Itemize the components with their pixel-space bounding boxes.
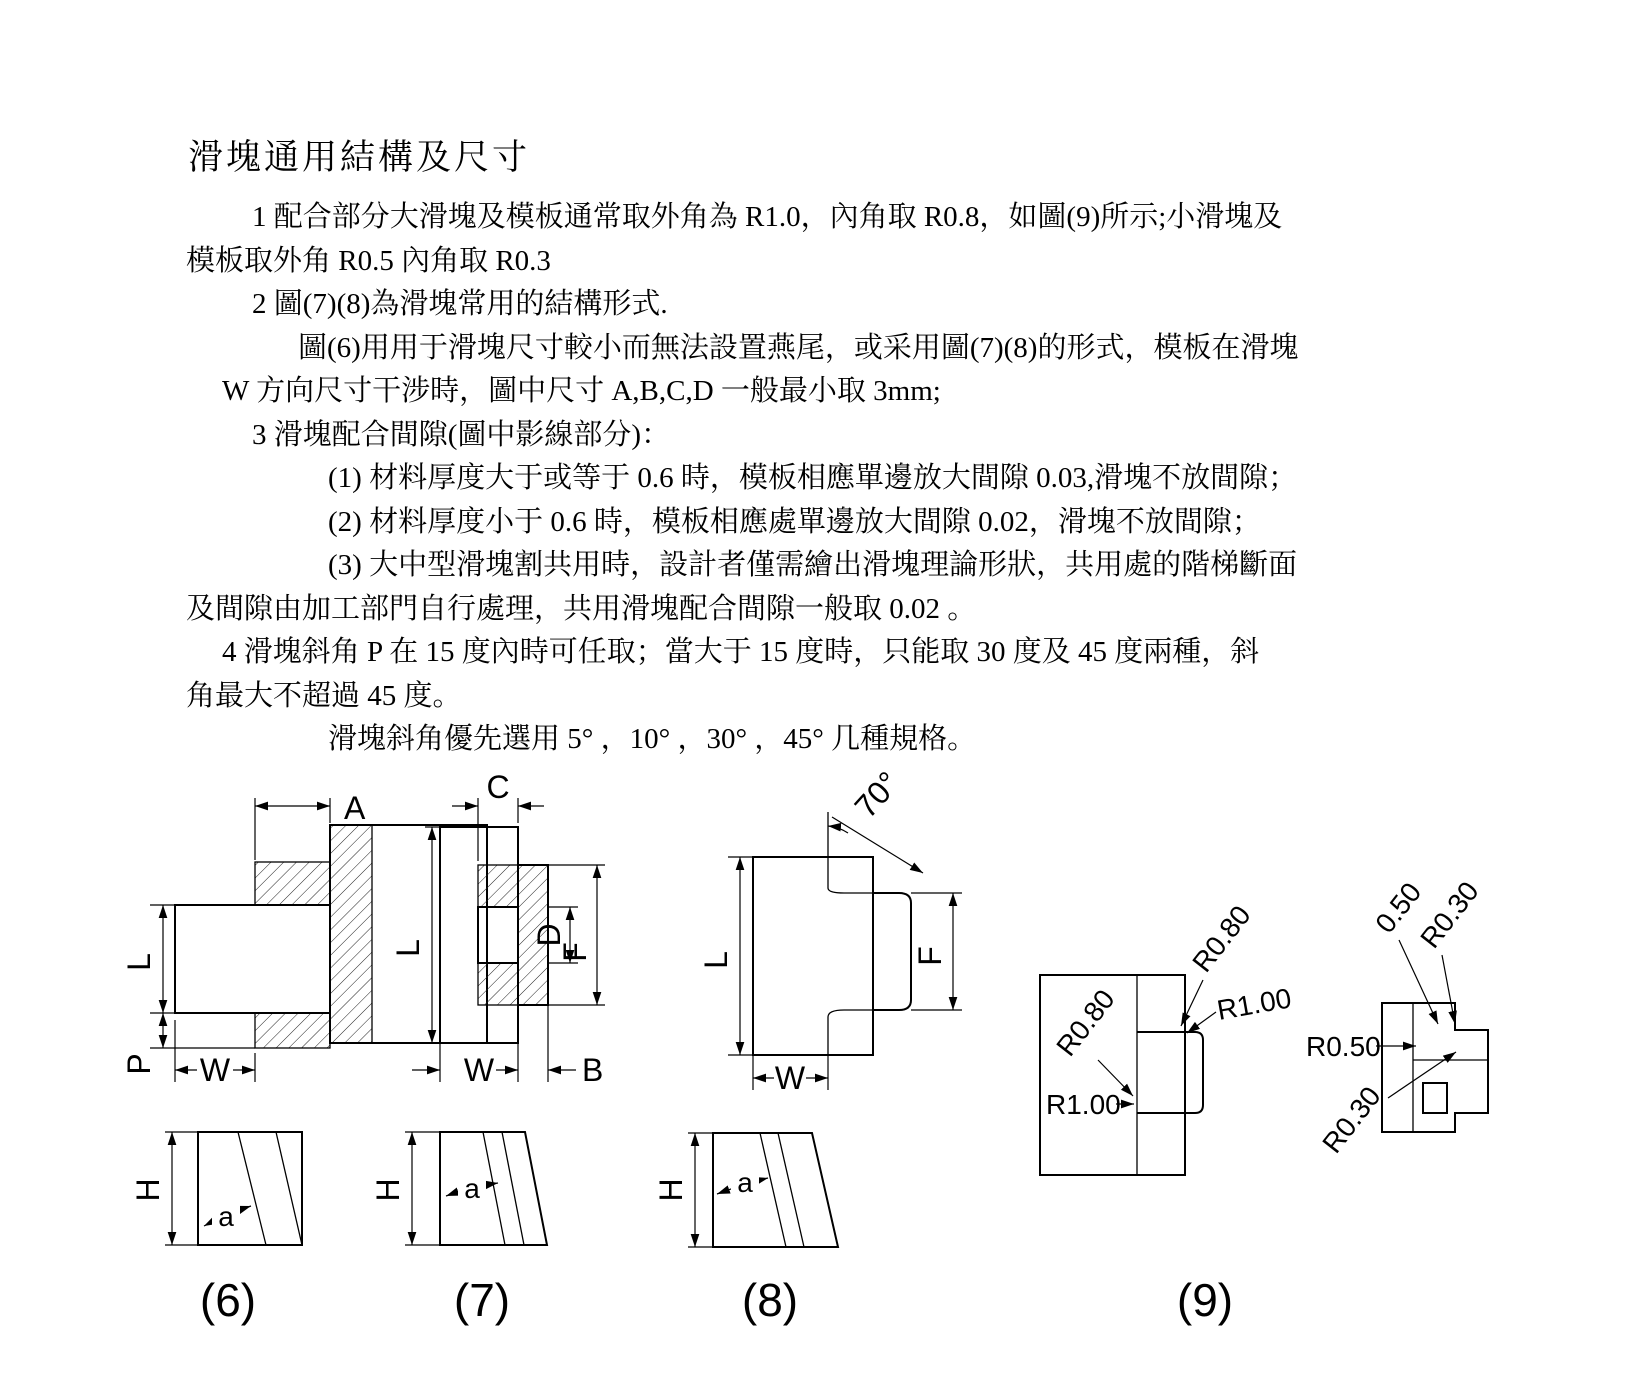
fig9-r-top-small: R0.30	[1414, 875, 1485, 954]
fig7-angle-a: a	[464, 1173, 480, 1204]
fig7-label: (7)	[453, 1274, 511, 1326]
fig9-r-outer-mid: R0.80	[1050, 983, 1121, 1062]
fig6-hatch-top	[255, 862, 330, 905]
fig7-dim-h: H	[370, 1178, 406, 1202]
fig6-dim-w: W	[199, 1052, 231, 1088]
fig7-dim-b: B	[582, 1052, 604, 1088]
fig6-dim-a: A	[344, 790, 366, 826]
fig6-sideview	[198, 1132, 302, 1245]
fig6-label: (6)	[199, 1274, 257, 1326]
doc-line: (1) 材料厚度大于或等于 0.6 時，模板相應單邊放大間隙 0.03,滑塊不放間隙；	[328, 462, 1298, 494]
fig7-dim-c: C	[486, 769, 510, 805]
page-title: 滑塊通用結構及尺寸	[188, 138, 531, 177]
fig7-hatch-bottom	[478, 963, 518, 1005]
fig9-r-bot-small: R0.30	[1316, 1080, 1387, 1159]
doc-line: (2) 材料厚度小于 0.6 時，模板相應處單邊放大間隙 0.02，滑塊不放間隙；	[328, 505, 1261, 538]
doc-line: 1 配合部分大滑塊及模板通常取外角為 R1.0，內角取 R0.8，如圖(9)所示;小滑塊及	[252, 201, 1283, 233]
fig6-hatch-bottom	[255, 1013, 330, 1048]
fig9-r-inner-bot: R1.00	[1046, 1089, 1121, 1120]
fig9-left-tenon	[1137, 1032, 1203, 1113]
fig9-r-outer-top: R0.80	[1186, 899, 1257, 978]
fig9-r-inner-top: R1.00	[1214, 982, 1294, 1026]
fig8-dim-w: W	[774, 1060, 806, 1096]
fig8-angle-top: 70°	[847, 764, 907, 825]
fig6-slider-outline	[175, 905, 330, 1013]
doc-line: 圖(6)用用于滑塊尺寸較小而無法設置燕尾，或采用圖(7)(8)的形式，模板在滑塊	[298, 331, 1299, 364]
doc-line: W 方向尺寸干涉時，圖中尺寸 A,B,C,D 一般最小取 3mm;	[222, 375, 941, 407]
fig7-dim-l: L	[390, 939, 426, 957]
fig8-dim-f: F	[912, 946, 948, 966]
fig9-s-top: 0.50	[1369, 876, 1428, 939]
doc-line: 模板取外角 R0.5 內角取 R0.3	[186, 244, 551, 277]
doc-line: (3) 大中型滑塊割共用時，設計者僅需繪出滑塊理論形狀，共用處的階梯斷面	[328, 549, 1298, 581]
fig8-body-outline	[753, 857, 873, 1055]
fig6-hatch-side	[330, 825, 372, 1043]
fig7-dim-d: D	[531, 923, 567, 947]
fig6-angle-a: a	[218, 1201, 234, 1232]
fig8-angle-a: a	[737, 1167, 753, 1198]
doc-line: 4 滑塊斜角 P 在 15 度內時可任取；當大于 15 度時，只能取 30 度及 45 度兩種，斜	[222, 636, 1260, 668]
fig6-dim-l: L	[121, 953, 157, 971]
fig7-dim-w: W	[463, 1052, 495, 1088]
fig6-dim-p: P	[121, 1053, 157, 1075]
fig7-hatch-top	[478, 865, 518, 907]
fig8-dim-l: L	[698, 951, 734, 969]
fig9-right-notch	[1423, 1083, 1447, 1113]
figure-8	[653, 765, 962, 1326]
doc-line: 2 圖(7)(8)為滑塊常用的結構形式.	[252, 288, 668, 320]
fig7-dim-f: F	[557, 942, 593, 962]
doc-line: 角最大不超過 45 度。	[186, 679, 462, 712]
fig7-tongue-outline	[478, 907, 518, 963]
fig9-label: (9)	[1176, 1274, 1234, 1326]
doc-line: 3 滑塊配合間隙(圖中影線部分)：	[252, 418, 671, 451]
doc-line: 及間隙由加工部門自行處理，共用滑塊配合間隙一般取 0.02 。	[186, 592, 977, 625]
fig9-r-left-small: R0.50	[1306, 1031, 1381, 1062]
fig8-label: (8)	[741, 1274, 799, 1326]
fig8-dim-h: H	[653, 1178, 689, 1202]
fig6-dim-h: H	[130, 1178, 166, 1202]
fig8-tongue-outline	[873, 893, 911, 1010]
doc-line: 滑塊斜角優先選用 5° ，10° ，30° ，45° 几種規格。	[328, 723, 977, 755]
figure-9	[1040, 876, 1488, 1326]
